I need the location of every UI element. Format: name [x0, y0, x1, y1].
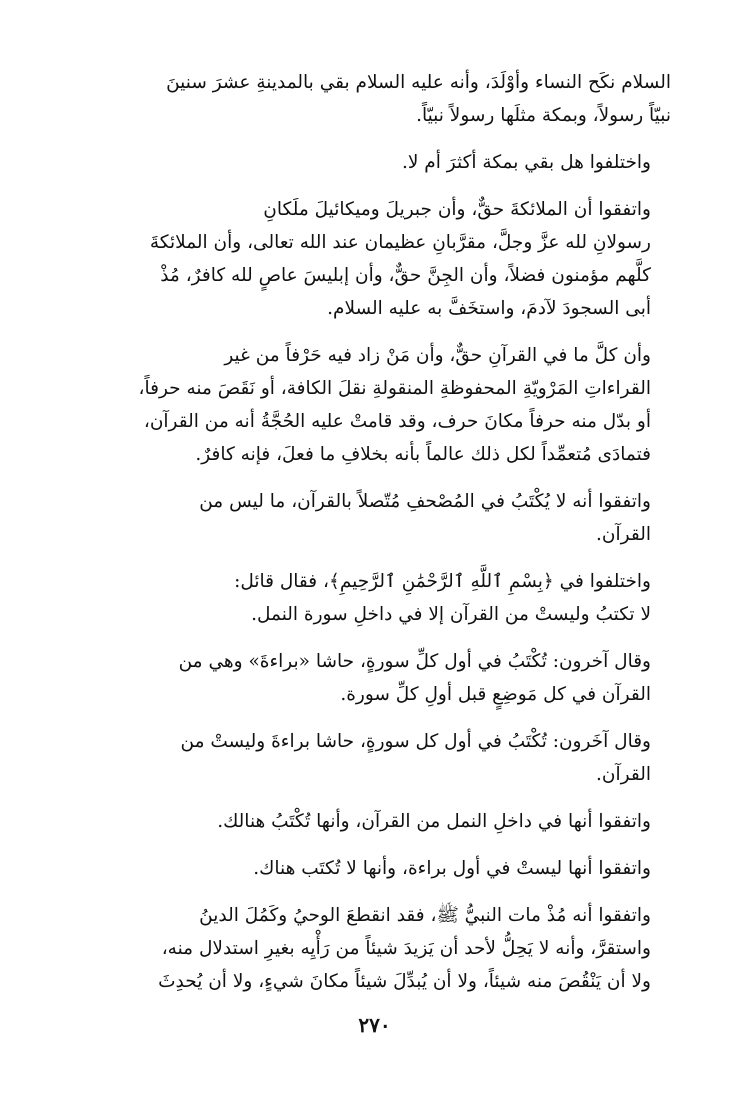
paragraph-11 [86, 899, 671, 998]
text-body [86, 66, 671, 998]
paragraph-10 [86, 852, 671, 885]
text-line: السلام نكَح النساء وأوْلَدَ، وأنه عليه السلام بقي بالمدينةِ عشرَ سنينَ [166, 72, 671, 93]
text-line: واتفقوا أنه لا يُكْتَبُ في المُصْحفِ مُتّصلاً بالقرآن، ما ليس من [199, 491, 651, 512]
text-line: واتفقوا أنه مُذْ مات النبيُّ ﷺ، فقد انقطعَ الوحيُ وكَمُلَ الدينُ [199, 905, 651, 926]
text-line: واتفقوا أنها في داخلِ النمل من القرآن، وأنها تُكْتَبُ هنالك. [217, 811, 651, 832]
text-line: نبيّاً رسولاً، وبمكة مثلَها رسولاً نبيّاً. [416, 105, 671, 126]
text-line: وقال آخرون: تُكْتَبُ في أول كلِّ سورةٍ، حاشا «براءةَ» وهي من [178, 651, 651, 672]
text-line: واختلفوا هل بقي بمكة أكثرَ أم لا. [402, 152, 651, 173]
text-line: واتفقوا أن الملائكةَ حقٌّ، وأن جبريلَ وميكائيلَ ملَكانِ [263, 199, 651, 220]
text-line: واستقرَّ، وأنه لا يَحِلُّ لأحد أن يَزيدَ شيئاً من رَأْيِه بغيرِ استدلال منه، [161, 938, 651, 959]
text-line: وأن كلَّ ما في القرآنِ حقٌّ، وأن مَنْ زاد فيه حَرْفاً من غير [224, 345, 651, 366]
text-line: القرآن. [596, 764, 651, 785]
paragraph-8 [86, 725, 671, 791]
paragraph-7 [86, 645, 671, 711]
paragraph-9 [86, 805, 671, 838]
paragraph-3 [86, 193, 671, 325]
text-line: واختلفوا في ﴿بِسْمِ ٱللَّهِ ٱلرَّحْمَٰنِ ٱلرَّحِيمِ﴾، فقال قائل: [234, 571, 651, 592]
text-line: كلَّهم مؤمنون فضلاً، وأن الجِنَّ حقٌّ، وأن إبليسَ عاصٍ لله كافرٌ، مُذْ [160, 265, 651, 286]
page-number: ٢٧٠ [358, 1013, 391, 1037]
text-line: وقال آخَرون: تُكْتَبُ في أول كل سورةٍ، حاشا براءةَ وليستْ من [180, 731, 651, 752]
text-line: القرآن. [596, 524, 651, 545]
paragraph-1 [86, 66, 671, 132]
text-line: ولا أن يَنْقُصَ منه شيئاً، ولا أن يُبدِّلَ شيئاً مكانَ شيءٍ، ولا أن يُحدِثَ [158, 971, 651, 992]
text-line: القرآن في كل مَوضِعٍ قبل أولِ كلِّ سورة. [340, 684, 651, 705]
paragraph-6 [86, 565, 671, 631]
text-line: لا تكتبُ وليستْ من القرآن إلا في داخلِ سورة النمل. [251, 604, 651, 625]
paragraph-2 [86, 146, 671, 179]
paragraph-5 [86, 485, 671, 551]
text-line: فتمادَى مُتعمِّداً لكل ذلك عالماً بأنه بخلافِ ما فعلَ، فإنه كافرٌ. [195, 444, 651, 465]
text-line: واتفقوا أنها ليستْ في أول براءة، وأنها لا تُكتَب هناك. [253, 858, 651, 879]
paragraph-4 [86, 339, 671, 471]
text-line: القراءاتِ المَرْويّةِ المحفوظةِ المنقولةِ نقلَ الكافة، أو نَقَصَ منه حرفاً، [138, 378, 651, 399]
text-line: أو بدّل منه حرفاً مكانَ حرف، وقد قامتْ عليه الحُجَّةُ أنه من القرآن، [143, 411, 651, 432]
text-line: أبى السجودَ لآدمَ، واستخَفَّ به عليه السلام. [327, 298, 651, 319]
text-line: رسولانِ لله عزَّ وجلَّ، مقرَّبانِ عظيمان عند الله تعالى، وأن الملائكةَ [149, 232, 651, 253]
